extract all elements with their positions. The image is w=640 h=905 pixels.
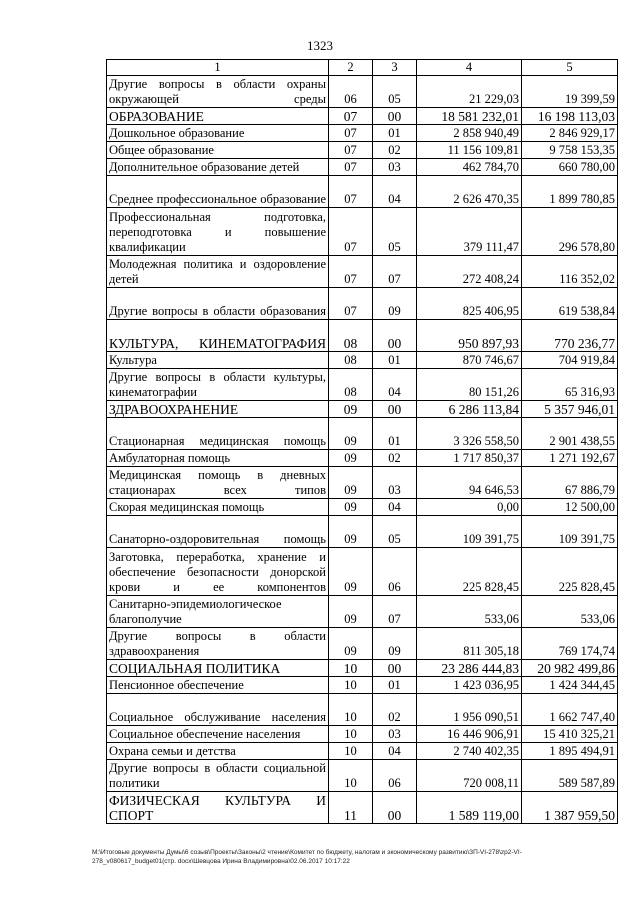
row-subsection-cell: 03 <box>373 467 417 499</box>
row-amount-2-cell: 1 387 959,50 <box>522 792 618 824</box>
row-amount-2-cell: 2 846 929,17 <box>522 125 618 142</box>
table-row <box>107 726 618 743</box>
row-name-cell: Молодежная политика и оздоровление детей <box>107 256 329 288</box>
row-amount-1-cell: 720 008,11 <box>417 760 522 792</box>
row-subsection-cell: 01 <box>373 418 417 450</box>
row-amount-1-cell: 950 897,93 <box>417 320 522 352</box>
row-name-cell: ЗДРАВООХРАНЕНИЕ <box>107 401 329 418</box>
table-row <box>107 256 618 288</box>
table-row <box>107 142 618 159</box>
row-amount-2-cell: 5 357 946,01 <box>522 401 618 418</box>
row-subsection-cell: 03 <box>373 726 417 743</box>
table-row <box>107 677 618 694</box>
row-subsection-cell: 04 <box>373 499 417 516</box>
row-section-cell: 10 <box>329 760 373 792</box>
row-amount-1-cell: 80 151,26 <box>417 369 522 401</box>
table-row <box>107 401 618 418</box>
row-subsection-cell: 01 <box>373 125 417 142</box>
table-row <box>107 792 618 824</box>
row-amount-1-cell: 1 717 850,37 <box>417 450 522 467</box>
row-section-cell: 07 <box>329 208 373 256</box>
row-section-cell: 09 <box>329 516 373 548</box>
budget-table <box>106 59 618 824</box>
table-row <box>107 760 618 792</box>
row-amount-2-cell: 769 174,74 <box>522 628 618 660</box>
row-amount-1-cell: 21 229,03 <box>417 76 522 108</box>
table-row <box>107 694 618 726</box>
table-row <box>107 548 618 596</box>
row-name-cell: Скорая медицинская помощь <box>107 499 329 516</box>
row-amount-2-cell: 770 236,77 <box>522 320 618 352</box>
row-subsection-cell: 00 <box>373 320 417 352</box>
table-row <box>107 418 618 450</box>
row-subsection-cell: 03 <box>373 159 417 176</box>
row-section-cell: 09 <box>329 467 373 499</box>
row-amount-1-cell: 2 626 470,35 <box>417 176 522 208</box>
row-amount-1-cell: 825 406,95 <box>417 288 522 320</box>
row-name-cell: Другие вопросы в области охраны окружающей среды <box>107 76 329 108</box>
row-amount-1-cell: 2 740 402,35 <box>417 743 522 760</box>
row-amount-2-cell: 12 500,00 <box>522 499 618 516</box>
row-subsection-cell: 04 <box>373 176 417 208</box>
row-amount-1-cell: 16 446 906,91 <box>417 726 522 743</box>
row-name-cell: КУЛЬТУРА, КИНЕМАТОГРАФИЯ <box>107 320 329 352</box>
row-amount-1-cell: 3 326 558,50 <box>417 418 522 450</box>
table-row <box>107 159 618 176</box>
table-row <box>107 320 618 352</box>
table-row <box>107 499 618 516</box>
row-amount-1-cell: 23 286 444,83 <box>417 660 522 677</box>
row-name-cell: ФИЗИЧЕСКАЯ КУЛЬТУРА И СПОРТ <box>107 792 329 824</box>
row-subsection-cell: 01 <box>373 677 417 694</box>
column-header: 3 <box>373 60 417 76</box>
table-row <box>107 76 618 108</box>
row-amount-1-cell: 109 391,75 <box>417 516 522 548</box>
row-section-cell: 09 <box>329 401 373 418</box>
row-amount-2-cell: 1 271 192,67 <box>522 450 618 467</box>
footer-path-line: 278_v080617_budget01(стр. docx\Шевцова Ирина Владимировна\02.06.2017 10:17:22 <box>92 858 350 865</box>
row-amount-2-cell: 619 538,84 <box>522 288 618 320</box>
row-amount-2-cell: 589 587,89 <box>522 760 618 792</box>
row-section-cell: 09 <box>329 418 373 450</box>
row-name-cell: Профессиональная подготовка, переподготовка и повышение квалификации <box>107 208 329 256</box>
row-amount-1-cell: 0,00 <box>417 499 522 516</box>
table-row <box>107 628 618 660</box>
row-section-cell: 09 <box>329 548 373 596</box>
row-amount-1-cell: 379 111,47 <box>417 208 522 256</box>
row-name-cell: Дошкольное образование <box>107 125 329 142</box>
table-row <box>107 108 618 125</box>
row-amount-2-cell: 15 410 325,21 <box>522 726 618 743</box>
row-name-cell: Санитарно-эпидемиологическое благополучие <box>107 596 329 628</box>
row-name-cell: Пенсионное обеспечение <box>107 677 329 694</box>
row-subsection-cell: 02 <box>373 450 417 467</box>
row-name-cell: Другие вопросы в области культуры, кинематографии <box>107 369 329 401</box>
row-name-cell: Санаторно-оздоровительная помощь <box>107 516 329 548</box>
row-section-cell: 06 <box>329 76 373 108</box>
row-amount-1-cell: 1 423 036,95 <box>417 677 522 694</box>
row-name-cell: Другие вопросы в области здравоохранения <box>107 628 329 660</box>
row-name-cell: Культура <box>107 352 329 369</box>
row-subsection-cell: 00 <box>373 660 417 677</box>
row-name-cell: Общее образование <box>107 142 329 159</box>
row-amount-2-cell: 2 901 438,55 <box>522 418 618 450</box>
row-amount-1-cell: 1 956 090,51 <box>417 694 522 726</box>
table-row <box>107 369 618 401</box>
table-row <box>107 208 618 256</box>
table-row <box>107 125 618 142</box>
row-amount-1-cell: 6 286 113,84 <box>417 401 522 418</box>
row-amount-2-cell: 109 391,75 <box>522 516 618 548</box>
row-name-cell: Стационарная медицинская помощь <box>107 418 329 450</box>
row-subsection-cell: 04 <box>373 743 417 760</box>
row-amount-1-cell: 870 746,67 <box>417 352 522 369</box>
table-row <box>107 516 618 548</box>
row-name-cell: Амбулаторная помощь <box>107 450 329 467</box>
row-amount-2-cell: 16 198 113,03 <box>522 108 618 125</box>
row-subsection-cell: 02 <box>373 142 417 159</box>
row-section-cell: 07 <box>329 142 373 159</box>
row-name-cell: СОЦИАЛЬНАЯ ПОЛИТИКА <box>107 660 329 677</box>
row-subsection-cell: 05 <box>373 208 417 256</box>
row-section-cell: 09 <box>329 450 373 467</box>
row-section-cell: 11 <box>329 792 373 824</box>
table-row <box>107 660 618 677</box>
row-amount-2-cell: 9 758 153,35 <box>522 142 618 159</box>
table-row <box>107 450 618 467</box>
column-header: 1 <box>107 60 329 76</box>
row-name-cell: ОБРАЗОВАНИЕ <box>107 108 329 125</box>
row-section-cell: 09 <box>329 628 373 660</box>
row-amount-2-cell: 660 780,00 <box>522 159 618 176</box>
row-subsection-cell: 00 <box>373 792 417 824</box>
row-section-cell: 08 <box>329 320 373 352</box>
row-section-cell: 10 <box>329 677 373 694</box>
row-amount-1-cell: 272 408,24 <box>417 256 522 288</box>
row-name-cell: Среднее профессиональное образование <box>107 176 329 208</box>
table-row <box>107 596 618 628</box>
row-name-cell: Дополнительное образование детей <box>107 159 329 176</box>
column-header: 4 <box>417 60 522 76</box>
table-row <box>107 352 618 369</box>
row-amount-2-cell: 1 899 780,85 <box>522 176 618 208</box>
row-section-cell: 10 <box>329 726 373 743</box>
row-amount-1-cell: 225 828,45 <box>417 548 522 596</box>
row-amount-1-cell: 2 858 940,49 <box>417 125 522 142</box>
row-name-cell: Заготовка, переработка, хранение и обеспечение безопасности донорской крови и ее компонентов <box>107 548 329 596</box>
page-number: 1323 <box>307 38 333 53</box>
row-subsection-cell: 07 <box>373 256 417 288</box>
row-amount-1-cell: 462 784,70 <box>417 159 522 176</box>
row-amount-2-cell: 1 424 344,45 <box>522 677 618 694</box>
footer-path-line: М:\Итоговые документы Думы\6 созыв\Проекты\Законы\2 чтение\Комитет по бюджету, налогам и экономическому развитию\ЗП-VI-278\zp2-VI- <box>92 849 522 856</box>
row-subsection-cell: 02 <box>373 694 417 726</box>
row-section-cell: 10 <box>329 694 373 726</box>
row-name-cell: Социальное обслуживание населения <box>107 694 329 726</box>
row-section-cell: 08 <box>329 369 373 401</box>
column-header: 5 <box>522 60 618 76</box>
table-row <box>107 467 618 499</box>
row-section-cell: 07 <box>329 288 373 320</box>
row-amount-2-cell: 533,06 <box>522 596 618 628</box>
column-header: 2 <box>329 60 373 76</box>
row-name-cell: Охрана семьи и детства <box>107 743 329 760</box>
row-amount-2-cell: 20 982 499,86 <box>522 660 618 677</box>
row-section-cell: 10 <box>329 660 373 677</box>
row-name-cell: Медицинская помощь в дневных стационарах всех типов <box>107 467 329 499</box>
row-amount-2-cell: 296 578,80 <box>522 208 618 256</box>
row-amount-2-cell: 116 352,02 <box>522 256 618 288</box>
row-amount-2-cell: 19 399,59 <box>522 76 618 108</box>
row-subsection-cell: 04 <box>373 369 417 401</box>
row-section-cell: 07 <box>329 108 373 125</box>
row-subsection-cell: 00 <box>373 108 417 125</box>
row-subsection-cell: 00 <box>373 401 417 418</box>
row-section-cell: 07 <box>329 125 373 142</box>
row-amount-2-cell: 67 886,79 <box>522 467 618 499</box>
row-subsection-cell: 06 <box>373 760 417 792</box>
row-amount-1-cell: 18 581 232,01 <box>417 108 522 125</box>
row-section-cell: 10 <box>329 743 373 760</box>
row-subsection-cell: 07 <box>373 596 417 628</box>
row-amount-2-cell: 1 895 494,91 <box>522 743 618 760</box>
row-section-cell: 09 <box>329 499 373 516</box>
row-amount-1-cell: 94 646,53 <box>417 467 522 499</box>
row-section-cell: 07 <box>329 256 373 288</box>
row-name-cell: Другие вопросы в области образования <box>107 288 329 320</box>
row-amount-2-cell: 65 316,93 <box>522 369 618 401</box>
row-subsection-cell: 05 <box>373 516 417 548</box>
row-subsection-cell: 09 <box>373 288 417 320</box>
row-section-cell: 08 <box>329 352 373 369</box>
row-amount-1-cell: 811 305,18 <box>417 628 522 660</box>
row-amount-1-cell: 11 156 109,81 <box>417 142 522 159</box>
row-amount-2-cell: 225 828,45 <box>522 548 618 596</box>
row-subsection-cell: 09 <box>373 628 417 660</box>
row-section-cell: 07 <box>329 176 373 208</box>
table-row <box>107 176 618 208</box>
row-amount-2-cell: 1 662 747,40 <box>522 694 618 726</box>
row-subsection-cell: 05 <box>373 76 417 108</box>
table-row <box>107 288 618 320</box>
table-header-row <box>107 60 618 76</box>
row-name-cell: Другие вопросы в области социальной политики <box>107 760 329 792</box>
row-subsection-cell: 06 <box>373 548 417 596</box>
row-name-cell: Социальное обеспечение населения <box>107 726 329 743</box>
row-subsection-cell: 01 <box>373 352 417 369</box>
row-amount-1-cell: 533,06 <box>417 596 522 628</box>
row-amount-2-cell: 704 919,84 <box>522 352 618 369</box>
row-amount-1-cell: 1 589 119,00 <box>417 792 522 824</box>
row-section-cell: 07 <box>329 159 373 176</box>
table-row <box>107 743 618 760</box>
document-footer <box>92 848 592 866</box>
row-section-cell: 09 <box>329 596 373 628</box>
